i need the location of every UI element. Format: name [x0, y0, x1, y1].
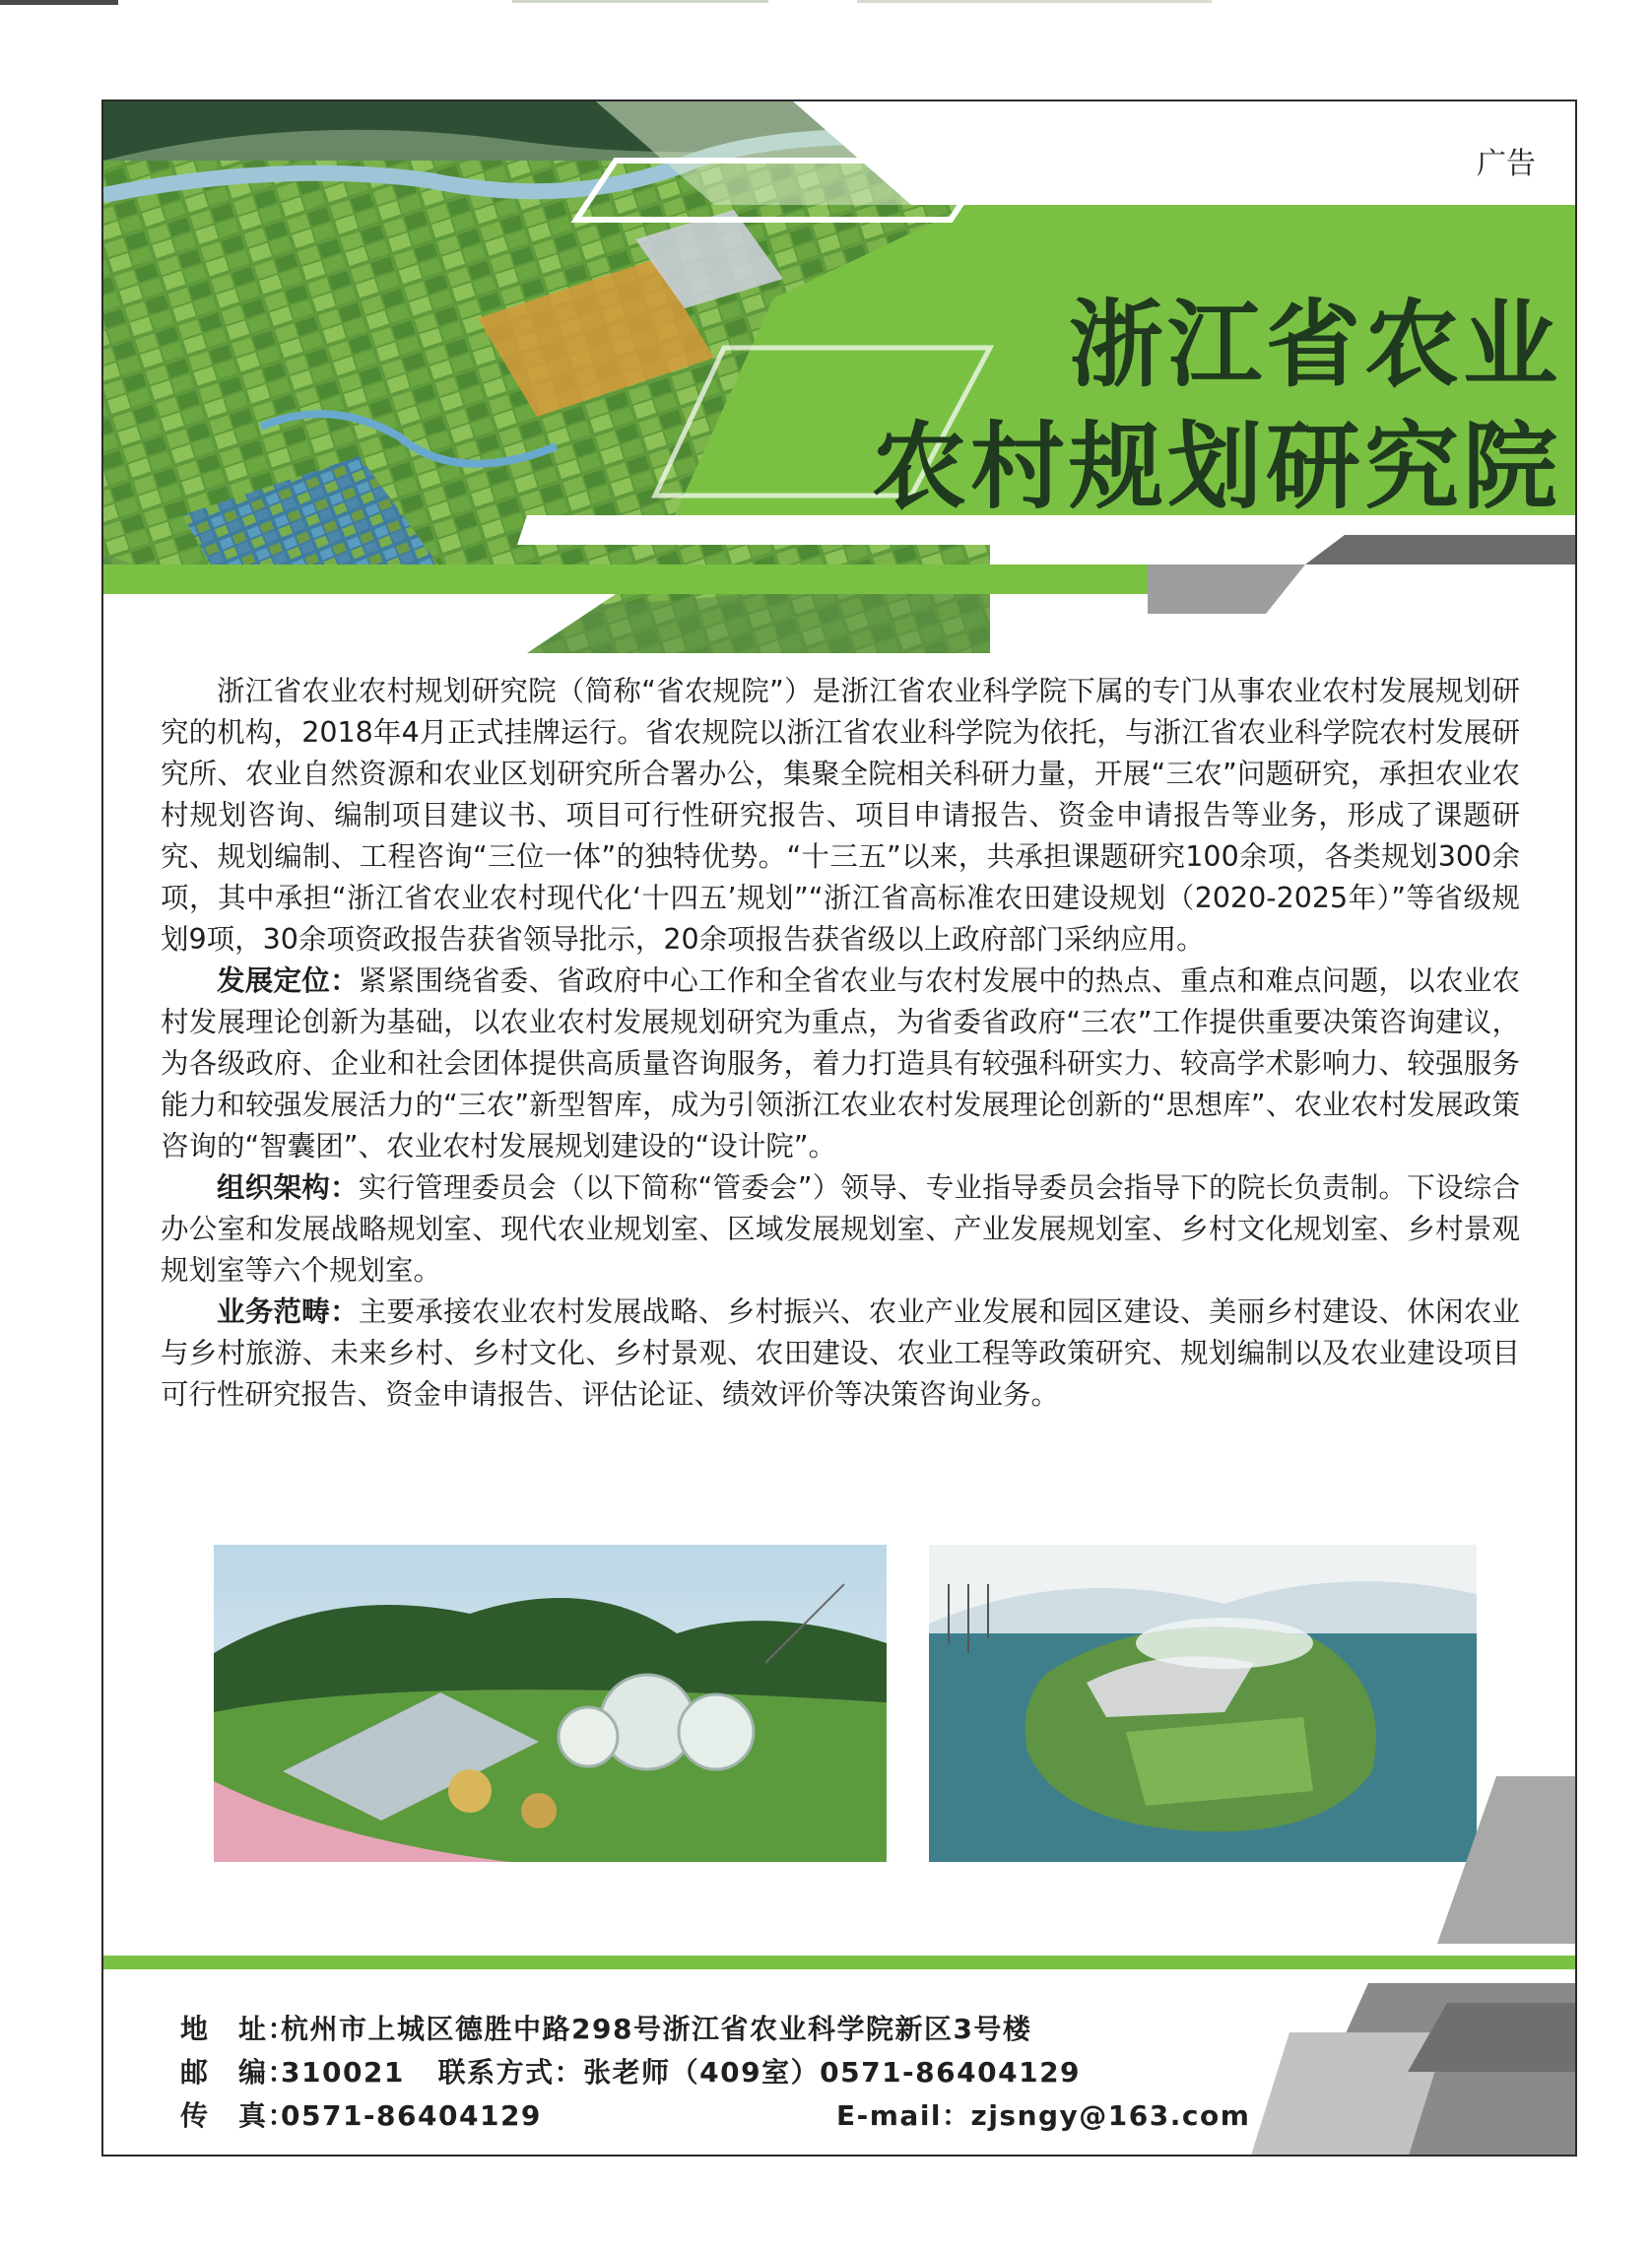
email-value: zjsngy@163.com [970, 2099, 1251, 2132]
phone-label: 联系方式： [437, 2056, 584, 2089]
fax-value: 0571-86404129 [281, 2099, 542, 2132]
paragraph-lead: 业务范畴： [217, 1295, 359, 1328]
advertisement-page [101, 100, 1577, 2157]
postcode-row [180, 2051, 1264, 2094]
contact-info [180, 2008, 1264, 2138]
top-edge-strip [0, 0, 1652, 6]
title-line-1: 浙江省农业 [1069, 290, 1561, 400]
paragraph-positioning: 发展定位：紧紧围绕省委、省政府中心工作和全省农业与农村发展中的热点、重点和难点问题，以农业农村发展理论创新为基础，以农业农村发展规划研究为重点，为省委省政府“三农”工作提供重要决策咨询建议，为各级政府、企业和社会团体提供高质量咨询服务，着力打造具有较强科研实力、较高学术影响力、较强服务能力和较强发展活力的“三农”新型智库，成为引领浙江农业农村发展理论创新的“思想库”、农业农村发展政策咨询的“智囊团”、农业农村发展规划建设的“设计院”。 [161, 964, 1520, 1162]
phone-value: 张老师（409室）0571-86404129 [583, 2056, 1082, 2089]
address-label: 地 址： [180, 2013, 297, 2045]
paragraph-intro: 浙江省农业农村规划研究院（简称“省农规院”）是浙江省农业科学院下属的专门从事农业农村发展规划研究的机构，2018年4月正式挂牌运行。省农规院以浙江省农业科学院为依托，与浙江省农业科学院农村发展研究所、农业自然资源和农业区划研究所合署办公，集聚全院相关科研力量，开展“三农”问题研究，承担农业农村规划咨询、编制项目建议书、项目可行性研究报告、项目申请报告、资金申请报告等业务，形成了课题研究、规划编制、工程咨询“三位一体”的独特优势。“十三五”以来，共承担课题研究100余项，各类规划300余项，其中承担“浙江省农业农村现代化‘十四五’规划”“浙江省高标准农田建设规划（2020-2025年）”等省级规划9项，30余项资政报告获省领导批示，20余项报告获省级以上政府部门采纳应用。 [161, 675, 1520, 956]
address-row [180, 2008, 1264, 2051]
address-value: 杭州市上城区德胜中路298号浙江省农业科学院新区3号楼 [281, 2013, 1032, 2045]
postcode-value: 310021 [281, 2056, 405, 2089]
postcode-label: 邮 编： [180, 2056, 297, 2089]
footer-divider [103, 1956, 1575, 1969]
hero-banner [103, 101, 1575, 653]
paragraph-scope: 业务范畴：主要承接农业农村发展战略、乡村振兴、农业产业发展和园区建设、美丽乡村建设、休闲农业与乡村旅游、未来乡村、乡村文化、乡村景观、农田建设、农业工程等政策研究、规划编制以及农业建设项目可行性研究报告、资金申请报告、评估论证、绩效评价等决策咨询业务。 [161, 1295, 1520, 1411]
paragraph-organization: 组织架构：实行管理委员会（以下简称“管委会”）领导、专业指导委员会指导下的院长负责制。下设综合办公室和发展战略规划室、现代农业规划室、区域发展规划室、产业发展规划室、乡村文化规划室、乡村景观规划室等六个规划室。 [161, 1171, 1520, 1287]
fax-label: 传 真： [180, 2099, 297, 2132]
paragraph-lead: 组织架构： [217, 1171, 359, 1204]
paragraph-lead: 发展定位： [217, 964, 359, 997]
park-rendering-image [214, 1545, 887, 1862]
email-label: E-mail： [836, 2099, 971, 2132]
page-title [734, 284, 1561, 528]
ad-label: 广告 [1477, 147, 1536, 181]
title-line-2: 农村规划研究院 [872, 412, 1561, 522]
fax-row [180, 2094, 1264, 2138]
email-block [836, 2094, 1250, 2138]
body-text [161, 671, 1520, 1416]
